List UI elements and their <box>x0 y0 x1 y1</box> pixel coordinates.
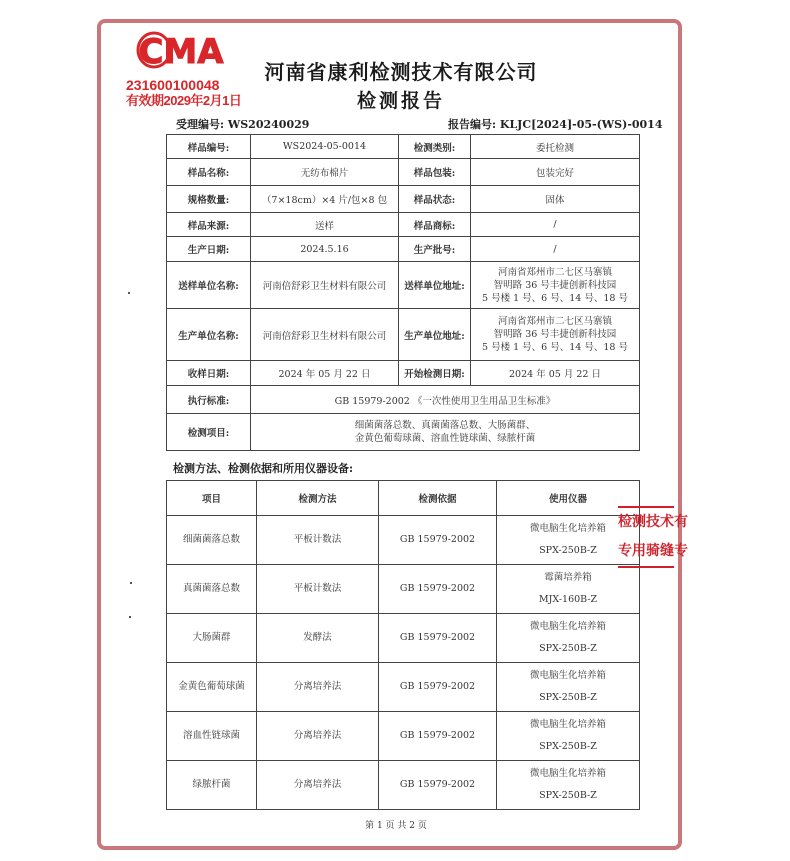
info-row <box>167 213 640 237</box>
info-label: 检测项目: <box>167 414 251 451</box>
info-label: 样品来源: <box>167 213 251 237</box>
info-value: 固体 <box>471 186 640 213</box>
address-line: 河南省郑州市二七区马寨镇 <box>497 266 612 278</box>
address-line: 5 号楼 1 号、6 号、14 号、18 号 <box>482 292 628 304</box>
item-cell: 金黄色葡萄球菌 <box>167 663 257 712</box>
svg-text:CMA: CMA <box>138 32 224 72</box>
instrument-cell <box>497 614 640 663</box>
info-label: 生产单位名称: <box>167 309 251 361</box>
instrument-name: 微电脑生化培养箱 <box>529 621 606 632</box>
instrument-cell <box>497 565 640 614</box>
info-row <box>167 414 640 451</box>
instrument-cell <box>497 761 640 810</box>
info-value: / <box>471 213 640 237</box>
basis-cell: GB 15979-2002 <box>379 516 497 565</box>
table-row <box>167 712 640 761</box>
method-cell: 发酵法 <box>257 614 379 663</box>
basis-cell: GB 15979-2002 <box>379 565 497 614</box>
item-cell: 真菌菌落总数 <box>167 565 257 614</box>
info-row <box>167 386 640 414</box>
section-title: 检测方法、检测依据和所用仪器设备: <box>173 462 354 475</box>
info-value: 2024.5.16 <box>251 237 399 262</box>
basis-cell: GB 15979-2002 <box>379 663 497 712</box>
address-line: 河南省郑州市二七区马寨镇 <box>497 316 612 327</box>
info-label: 样品包装: <box>399 159 471 186</box>
instrument-model: SPX-250B-Z <box>539 545 597 556</box>
item-cell: 细菌菌落总数 <box>167 516 257 565</box>
basis-cell: GB 15979-2002 <box>379 761 497 810</box>
instrument-name: 微电脑生化培养箱 <box>529 670 606 681</box>
info-label: 检测类别: <box>399 135 471 159</box>
license-validity: 有效期2029年2月1日 <box>126 93 242 108</box>
info-value: 河南倍舒彩卫生材料有限公司 <box>251 309 399 361</box>
info-row <box>167 135 640 159</box>
instrument-cell <box>497 712 640 761</box>
info-value: 无纺布棉片 <box>251 159 399 186</box>
test-items-line: 金黄色葡萄球菌、溶血性链球菌、绿脓杆菌 <box>354 433 536 444</box>
info-value: 河南倍舒彩卫生材料有限公司 <box>251 262 399 309</box>
method-cell: 分离培养法 <box>257 663 379 712</box>
basis-cell: GB 15979-2002 <box>379 614 497 663</box>
column-header: 使用仪器 <box>497 481 640 516</box>
info-value: 2024 年 05 月 22 日 <box>251 361 399 386</box>
item-cell: 大肠菌群 <box>167 614 257 663</box>
license-stamp <box>126 78 246 108</box>
table-row <box>167 516 640 565</box>
accept-number: 受理编号: WS20240029 <box>176 118 310 131</box>
info-value: 包装完好 <box>471 159 640 186</box>
info-value: 委托检测 <box>471 135 640 159</box>
instrument-name: 霉菌培养箱 <box>544 572 592 583</box>
scan-speck <box>130 582 132 584</box>
info-value: 送样 <box>251 213 399 237</box>
info-value: 2024 年 05 月 22 日 <box>471 361 640 386</box>
info-label: 样品名称: <box>167 159 251 186</box>
report-number: 报告编号: KLJC[2024]-05-(WS)-0014 <box>448 118 663 131</box>
instrument-model: MJX-160B-Z <box>538 594 598 605</box>
info-label: 样品编号: <box>167 135 251 159</box>
info-label: 执行标准: <box>167 386 251 414</box>
scan-speck <box>128 292 130 294</box>
basis-cell: GB 15979-2002 <box>379 712 497 761</box>
method-cell: 平板计数法 <box>257 516 379 565</box>
instrument-model: SPX-250B-Z <box>539 643 597 654</box>
info-row <box>167 262 640 309</box>
info-label: 生产日期: <box>167 237 251 262</box>
sender-address <box>471 262 640 309</box>
info-label: 样品商标: <box>399 213 471 237</box>
company-name: 河南省康利检测技术有限公司 <box>264 60 538 84</box>
instrument-model: SPX-250B-Z <box>539 790 597 801</box>
info-value: WS2024-05-0014 <box>251 135 399 159</box>
scan-speck <box>129 616 131 618</box>
item-cell: 溶血性链球菌 <box>167 712 257 761</box>
info-value: （7×18cm）×4 片/包×8 包 <box>251 186 399 213</box>
report-title: 检测报告 <box>356 90 445 112</box>
table-row <box>167 663 640 712</box>
seal-line: 专用骑缝专 <box>618 543 688 559</box>
column-header: 项目 <box>167 481 257 516</box>
table-row <box>167 614 640 663</box>
method-cell: 分离培养法 <box>257 761 379 810</box>
instrument-name: 微电脑生化培养箱 <box>529 523 606 534</box>
info-row <box>167 237 640 262</box>
address-line: 智明路 36 号丰捷创新科技园 <box>493 329 617 340</box>
page-footer: 第 1 页 共 2 页 <box>365 821 427 831</box>
instrument-model: SPX-250B-Z <box>539 741 597 752</box>
methods-table <box>166 480 640 810</box>
info-value: / <box>471 237 640 262</box>
methods-header-row <box>167 481 640 516</box>
info-row <box>167 159 640 186</box>
info-row <box>167 309 640 361</box>
table-row <box>167 565 640 614</box>
info-label: 生产单位地址: <box>399 309 471 361</box>
method-cell: 平板计数法 <box>257 565 379 614</box>
column-header: 检测方法 <box>257 481 379 516</box>
address-line: 5 号楼 1 号、6 号、14 号、18 号 <box>482 342 628 353</box>
table-row <box>167 761 640 810</box>
info-label: 送样单位名称: <box>167 262 251 309</box>
instrument-model: SPX-250B-Z <box>539 692 597 703</box>
instrument-cell <box>497 663 640 712</box>
test-items-line: 细菌菌落总数、真菌菌落总数、大肠菌群、 <box>354 420 536 431</box>
instrument-name: 微电脑生化培养箱 <box>529 719 606 730</box>
info-label: 送样单位地址: <box>399 262 471 309</box>
info-label: 收样日期: <box>167 361 251 386</box>
info-row <box>167 186 640 213</box>
producer-address <box>471 309 640 361</box>
info-label: 规格数量: <box>167 186 251 213</box>
seal-line: 检测技术有 <box>618 514 688 530</box>
info-label: 样品状态: <box>399 186 471 213</box>
seam-seal-stamp <box>618 506 688 568</box>
info-label: 开始检测日期: <box>399 361 471 386</box>
cma-logo <box>136 30 226 70</box>
test-items <box>251 414 640 451</box>
instrument-name: 微电脑生化培养箱 <box>529 768 606 779</box>
license-number: 231600100048 <box>126 77 220 93</box>
sample-info-table <box>166 134 640 451</box>
standard-value: GB 15979-2002 《一次性使用卫生用品卫生标准》 <box>251 386 640 414</box>
address-line: 智明路 36 号丰捷创新科技园 <box>493 279 617 291</box>
info-label: 生产批号: <box>399 237 471 262</box>
column-header: 检测依据 <box>379 481 497 516</box>
item-cell: 绿脓杆菌 <box>167 761 257 810</box>
method-cell: 分离培养法 <box>257 712 379 761</box>
info-row <box>167 361 640 386</box>
